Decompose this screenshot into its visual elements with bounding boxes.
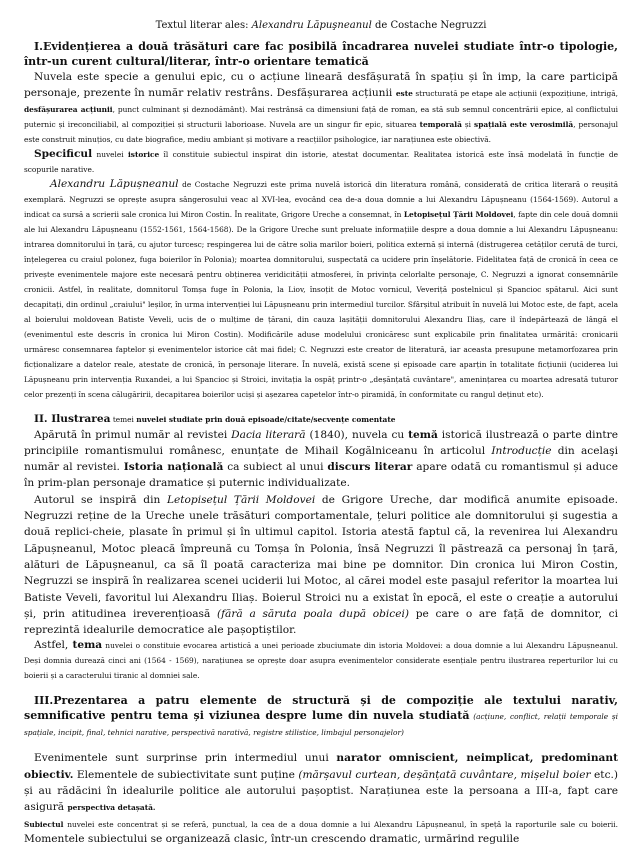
paragraph-text: nuvelei este concentrat și se referă, punctual, la cea de a doua domnie a lui Alexandru Lăpușneanul, în spețâ la raporturile sale cu boierii. [63,819,618,829]
section-2-paragraph-1 [24,427,618,492]
paragraph-text-bold: discurs literar [327,461,413,474]
paragraph-text: etc.) și au rădăcini în idealurile politice ale autorului pașoptist. Narațiunea este la persoana a III-a, fapt care asigură [24,768,618,814]
heading-text-bold: II. Ilustrarea [34,412,111,425]
paragraph-text: pe care o are față de domnitor, ci reprezintă idealurile democratice ale pașoptiștilor. [24,607,618,637]
section-3-paragraph-2 [24,817,618,847]
section-2-heading [24,412,618,427]
paragraph-text: , punct culminant și deznodământ). Mai restrânsă ca dimensiuni față de roman, ea stă sub semnul concentrării epice, al conflictului puternic și ireconciliabil, al compoziției și structurii laborioase. Nuvela are un singur fir epic, situarea [24,104,618,129]
paragraph-text-bold: tema [72,639,103,652]
paragraph-text: ca subiect al unui [223,461,328,474]
document-title [24,20,618,31]
paragraph-text-bold: perspectiva detașată. [67,803,156,813]
paragraph-text-bold: este [395,89,413,99]
paragraph-text: (1840), nuvela cu [305,428,409,441]
section-2-paragraph-3 [24,638,618,683]
title-prefix: Textul literar ales: [155,20,252,31]
paragraph-text-bold: Letopisețul Țării Moldovei [403,209,514,219]
paragraph-text: , fapte din cele două domnii ale lui Alexandru Lăpușneanu (1552-1561, 1564-1568). De la Grigore Ureche sunt preluate informațiile despre a doua domnie a lui Alexandru Lăpușneanu: intrarea domnitorului în țară, cu ajutor turcesc; respingerea lui de către solia marilor boieri, politica externă și internă (distrugerea cetăților cerută de turci, înțelegerea cu craiul polonez, fuga boierilor în Polonia); moartea domnitorului, suspectată ca ucidere prin înșelătorie. Fidelitatea față de cronică în ceea ce privește evenimentele majore este necesară pentru obținerea veridicității atmosferei, în privința celorlalte personaje, C. Negruzzi a ignorat consemnările cronicii. Astfel, în realitate, domnitorul Tomșa fuge în Polonia, la Liov, însoțit de Motoc vornicul, Veveriță postelnicul și Spancioc spătarul. Aici sunt decapitați, din ordinul „craiului" leșilor, în urma intervenției lui Lăpușneanu prin intermediul turcilor. Sfârșitul atribuit în nuvelă lui Motoc este, de fapt, acela al boierului moldovean Batiste Veveli, ucis de o mulțime de țărani, din cauza lașității domnitorului Alexandru Iliaș, care il îndepărtează de lângă el (evenimentul este descris în cronica lui Miron Costin). Modificările aduse modelului cronicăresc sunt explicabile prin finalitatea urmărită: cronicarii urmăresc consemnarea faptelor și evenimentelor istorice cât mai fidel; C. Negruzzi este creator de literatură, iar aceasta presupune metamorfozarea prin ficționalizare a datelor reale, atestate de cronică, în personaje literare. În nuvelă, există scene și episoade care aparțin în totalitate ficțiunii (uciderea lui Lăpușneanu prin intervenția Ruxandei, a lui Spancioc și Stroici, invitația la ospăț printr-o „deșănțată cuvântare", amenințarea cu moartea adresată tuturor celor prezenți în scena călugăririi, decapitarea boierilor uciși și așezarea capetelor într-o piramidă, în conformitate cu rangul deținut etc). [24,209,618,399]
paragraph-text: istorică ilustrează o parte dintre principiile romantismului românesc, enunțate de Mihail Kogălniceanu în articolul [24,428,618,457]
paragraph-text-bold: Specificul [34,147,93,160]
paragraph-text-italic: Introducție [491,444,552,457]
paragraph-text: apare odată cu romantismul și aduce în prim-plan personaje dramatice și puternic individualizate. [24,461,618,490]
paragraph-text: nuvelei o constituie evocarea artistică a unei perioade zbuciumate din istoria Moldovei: a doua domnie a lui Alexandru Lăpușneanul. Deși domnia durează cinci ani (1564 - 1569), narațiunea se oprește doar asupra evenimentelor considerate esențiale pentru ilustrarea reperturilor lui cu boierii și a caracterului tiranic al domniei sale. [24,641,618,681]
paragraph-text: structurată pe etape ale acțiunii (expozițiune, intrigă, [412,89,618,99]
section-1-paragraph-1 [24,69,618,147]
heading-text-bold: III.Prezentarea a patru elemente de structură și de compoziție ale textului narativ, semnificative pentru tema și viziunea despre lume din nuvela studiată [24,694,618,723]
paragraph-text-bold: spațială este verosimilă [474,119,574,129]
heading-text-bold: nuvelei studiate prin două episoade/citate/secvențe comentate [136,414,396,424]
section-3-paragraph-1 [24,750,618,816]
paragraph-text-italic: (mărșavul curtean, deșănțată cuvântare, mișelul boier [298,768,591,781]
paragraph-text: îl constituie subiectul inspirat din istorie, atestat documentar. Realitatea istorică este însă modelată în funcție de scopurile narative. [24,149,618,174]
title-author: de Costache Negruzzi [371,20,487,31]
paragraph-text-bold: Istoria națională [123,461,224,474]
paragraph-text: din acelaşi număr al revistei. [24,444,618,474]
paragraph-text: , personajul este construit minuțios, cu date biografice, mediu ambiant și motivare a reacțiilor psihologice, iar narațiunea este obiectivă. [24,119,618,144]
paragraph-text-bold: temă [408,428,438,441]
section-2-paragraph-2 [24,492,618,639]
section-1-heading: I.Evidențierea a două trăsături care fac posibilă încadrarea nuvelei studiate într-o tipologie, într-un curent cultural/literar, într-o orientare tematică [24,40,618,68]
section-1-paragraph-2 [24,147,618,177]
paragraph-text-bold: desfășurarea acțiunii [24,104,113,114]
heading-text-italic: (acțiune, conflict, relații temporale și spațiale, incipit, final, tehnici narative, perspectivă narativă, registre stilistice, limbajul personajelor) [24,712,618,738]
paragraph-text: Evenimentele sunt surprinse prin intermediul unui [34,752,337,765]
title-work: Alexandru Lăpuşneanul [251,20,372,31]
paragraph-text: Astfel, [34,639,73,652]
paragraph-text-italic: Letopisețul Țării Moldovei [166,493,316,506]
paragraph-text-italic: Alexandru Lăpușneanul [50,177,179,190]
paragraph-text: Autorul se inspiră din [34,493,167,506]
heading-text: temei [110,414,137,424]
section-1-paragraph-3 [24,177,618,402]
paragraph-text: nuvelei [92,149,128,159]
paragraph-text-bold: narator omniscient, neimplicat, predominant obiectiv. [24,752,618,781]
paragraph-text-italic: (fără a săruta poala după obicei) [216,607,410,620]
section-3-heading [24,693,618,740]
paragraph-text: de Grigore Ureche, dar modifică anumite episoade. Negruzzi reține de la Ureche unele trăsături comportamentale, țeluri politice ale domnitorului și sugestia a două replici-cheie, plasate în primul și în ultimul capitol. Istoria atestă faptul că, la revenirea lui Alexandru Lăpușneanul, Motoc pleacă împreună cu Tomșa în Polonia, însă Negruzzi îl păstrează ca personaj în țară, alături de Lăpușneanul, ca să îl poată caracteriza mai bine pe domnitor. Din cronica lui Miron Costin, Negruzzi se inspiră în realizarea scenei uciderii lui Motoc, al cărei model este pasajul referitor la moartea lui Batiste Veveli, favoritul lui Alexandru Iliaș. Boierul Stroici nu a existat în epocă, el este o creație a autorului și, prin atitudinea ireverențioasă [24,493,619,620]
paragraph-text: Momentele subiectului se organizează clasic, într-un crescendo dramatic, urmărind regulile [24,832,520,845]
paragraph-text: Elementele de subiectivitate sunt puține [73,768,299,781]
paragraph-text-bold: istorice [127,149,160,159]
paragraph-text: și [461,119,475,129]
paragraph-text-italic: Dacia literară [231,428,306,441]
paragraph-text: de Costache Negruzzi este prima nuvelă istorică din literatura română, considerată de critica literară o reușită exemplară. Negruzzi se oprește asupra sângerosului veac al XVI-lea, evocând cea de-a doua domnie a lui Alexandru Lăpușneanu (1564-1569). Autorul a indicat ca sursă a scrierii sale cronica lui Miron Costin. În realitate, Grigore Ureche a consemnat, în [24,179,618,219]
paragraph-text: Nuvela este specie a genului epic, cu o acțiune lineară desfășurată în spațiu și în imp, la care participă personaje, prezente în număr relativ restrâns. Desfășurarea acțiunii [24,71,618,100]
paragraph-text-bold: Subiectul [24,819,64,829]
paragraph-text: Apărută în primul număr al revistei [34,428,232,441]
paragraph-text-bold: temporală [419,119,462,129]
